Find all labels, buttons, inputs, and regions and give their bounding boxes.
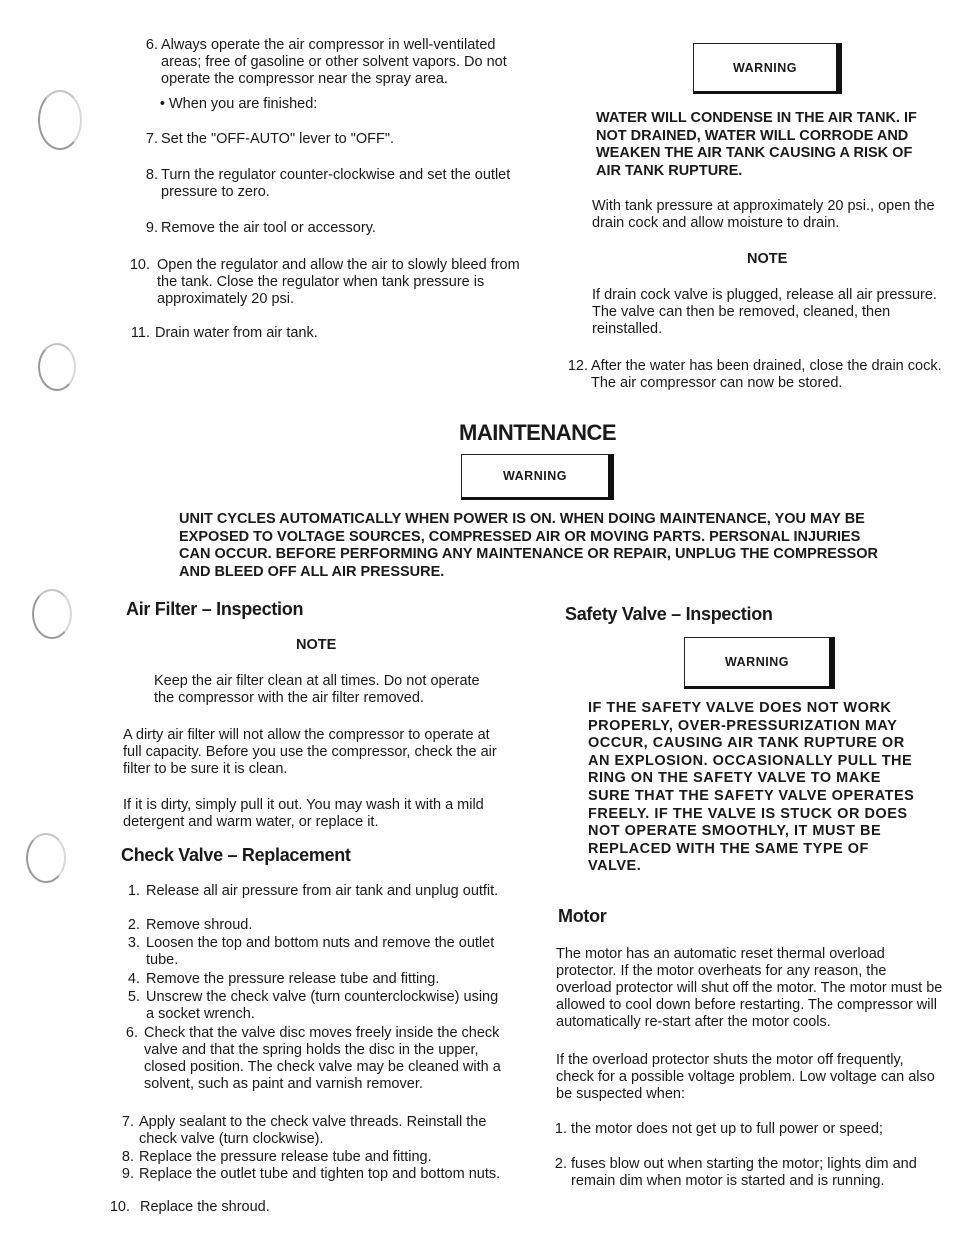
list-item: 9. Remove the air tool or accessory. <box>145 220 376 236</box>
list-item: 5. Unscrew the check valve (turn counterclockwise) using a socket wrench. <box>127 989 499 1022</box>
drain-paragraph: With tank pressure at approximately 20 psi., open the drain cock and allow moisture to drain. <box>592 198 935 231</box>
list-item: 7. Set the "OFF-AUTO" lever to "OFF". <box>145 131 395 147</box>
list-item: 8. Turn the regulator counter-clockwise and set the outlet pressure to zero. <box>145 167 511 200</box>
list-item: 6. Check that the valve disc moves freely inside the check valve and that the spring holds the disc in the upper, closed position. The check valve may be cleaned with a solvent, such as paint and varnish remover. <box>125 1025 501 1092</box>
warning-text: WATER WILL CONDENSE IN THE AIR TANK. IF NOT DRAINED, WATER WILL CORRODE AND WEAKEN THE AIR TANK CAUSING A RISK OF AIR TANK RUPTURE. <box>596 110 917 179</box>
list-item: 2. Remove shroud. <box>127 917 253 933</box>
list-item: 2. fuses blow out when starting the motor; lights dim and remain dim when motor is started and is running. <box>554 1156 917 1189</box>
list-item: 7. Apply sealant to the check valve threads. Reinstall the check valve (turn clockwise). <box>121 1114 487 1147</box>
section-title-motor: Motor <box>558 906 607 926</box>
binder-hole <box>38 90 82 150</box>
warning-label: WARNING <box>461 454 614 500</box>
note-label: NOTE <box>296 637 337 653</box>
list-item: 11. Drain water from air tank. <box>130 325 318 341</box>
air-filter-paragraph: If it is dirty, simply pull it out. You may wash it with a mild detergent and warm water, or replace it. <box>123 797 484 830</box>
binder-hole <box>38 343 76 391</box>
warning-text: IF THE SAFETY VALVE DOES NOT WORK PROPERLY, OVER-PRESSURIZATION MAY OCCUR, CAUSING AIR TANK RUPTURE OR AN EXPLOSION. OCCASIONALLY PULL THE RING ON THE SAFETY VALVE TO MAKE SURE THAT THE SAFETY VALVE OPERATES FREELY. IF THE VALVE IS STUCK OR DOES NOT OPERATE SMOOTHLY, IT MUST BE REPLACED WITH THE SAME TYPE OF VALVE. <box>588 700 915 875</box>
list-item: 9. Replace the outlet tube and tighten top and bottom nuts. <box>121 1166 501 1182</box>
section-title-maintenance: MAINTENANCE <box>459 420 617 445</box>
list-item: 3. Loosen the top and bottom nuts and remove the outlet tube. <box>127 935 495 968</box>
warning-text: UNIT CYCLES AUTOMATICALLY WHEN POWER IS ON. WHEN DOING MAINTENANCE, YOU MAY BE EXPOSED TO VOLTAGE SOURCES, COMPRESSED AIR OR MOVING PARTS. PERSONAL INJURIES CAN OCCUR. BEFORE PERFORMING ANY MAINTENANCE OR REPAIR, UNPLUG THE COMPRESSOR AND BLEED OFF ALL AIR PRESSURE. <box>179 511 878 580</box>
list-item: 12. After the water has been drained, close the drain cock. The air compressor can now be stored. <box>567 358 942 391</box>
list-item: 4. Remove the pressure release tube and fitting. <box>127 971 440 987</box>
list-item: 8. Replace the pressure release tube and fitting. <box>121 1149 432 1165</box>
note-text: Keep the air filter clean at all times. Do not operate the compressor with the air filter removed. <box>154 673 480 706</box>
list-item: • When you are finished: <box>159 96 318 112</box>
air-filter-paragraph: A dirty air filter will not allow the compressor to operate at full capacity. Before you use the compressor, check the air filter to be sure it is clean. <box>123 727 497 777</box>
binder-hole <box>32 589 72 639</box>
note-text: If drain cock valve is plugged, release all air pressure. The valve can then be removed, cleaned, then reinstalled. <box>592 287 937 337</box>
list-item: 1. the motor does not get up to full power or speed; <box>554 1121 883 1137</box>
warning-label: WARNING <box>684 637 835 689</box>
list-item: 10. Open the regulator and allow the air to slowly bleed from the tank. Close the regulator when tank pressure is approximately 20 psi. <box>129 257 520 307</box>
section-title-check-valve: Check Valve – Replacement <box>121 845 351 865</box>
list-item: 6. Always operate the air compressor in well-ventilated areas; free of gasoline or other solvent vapors. Do not operate the compressor near the spray area. <box>145 37 507 87</box>
motor-paragraph: The motor has an automatic reset thermal overload protector. If the motor overheats for any reason, the overload protector will shut off the motor. The motor must be allowed to cool down before restarting. The compressor will automatically re-start after the motor cools. <box>556 946 943 1030</box>
list-item: 10. Replace the shroud. <box>109 1199 270 1215</box>
list-item: 1. Release all air pressure from air tank and unplug outfit. <box>127 883 499 899</box>
section-title-air-filter: Air Filter – Inspection <box>126 599 304 619</box>
note-label: NOTE <box>747 251 788 267</box>
binder-hole <box>26 833 66 883</box>
warning-label: WARNING <box>693 43 842 94</box>
motor-paragraph: If the overload protector shuts the motor off frequently, check for a possible voltage problem. Low voltage can also be suspected when: <box>556 1052 935 1102</box>
section-title-safety-valve: Safety Valve – Inspection <box>565 604 773 624</box>
